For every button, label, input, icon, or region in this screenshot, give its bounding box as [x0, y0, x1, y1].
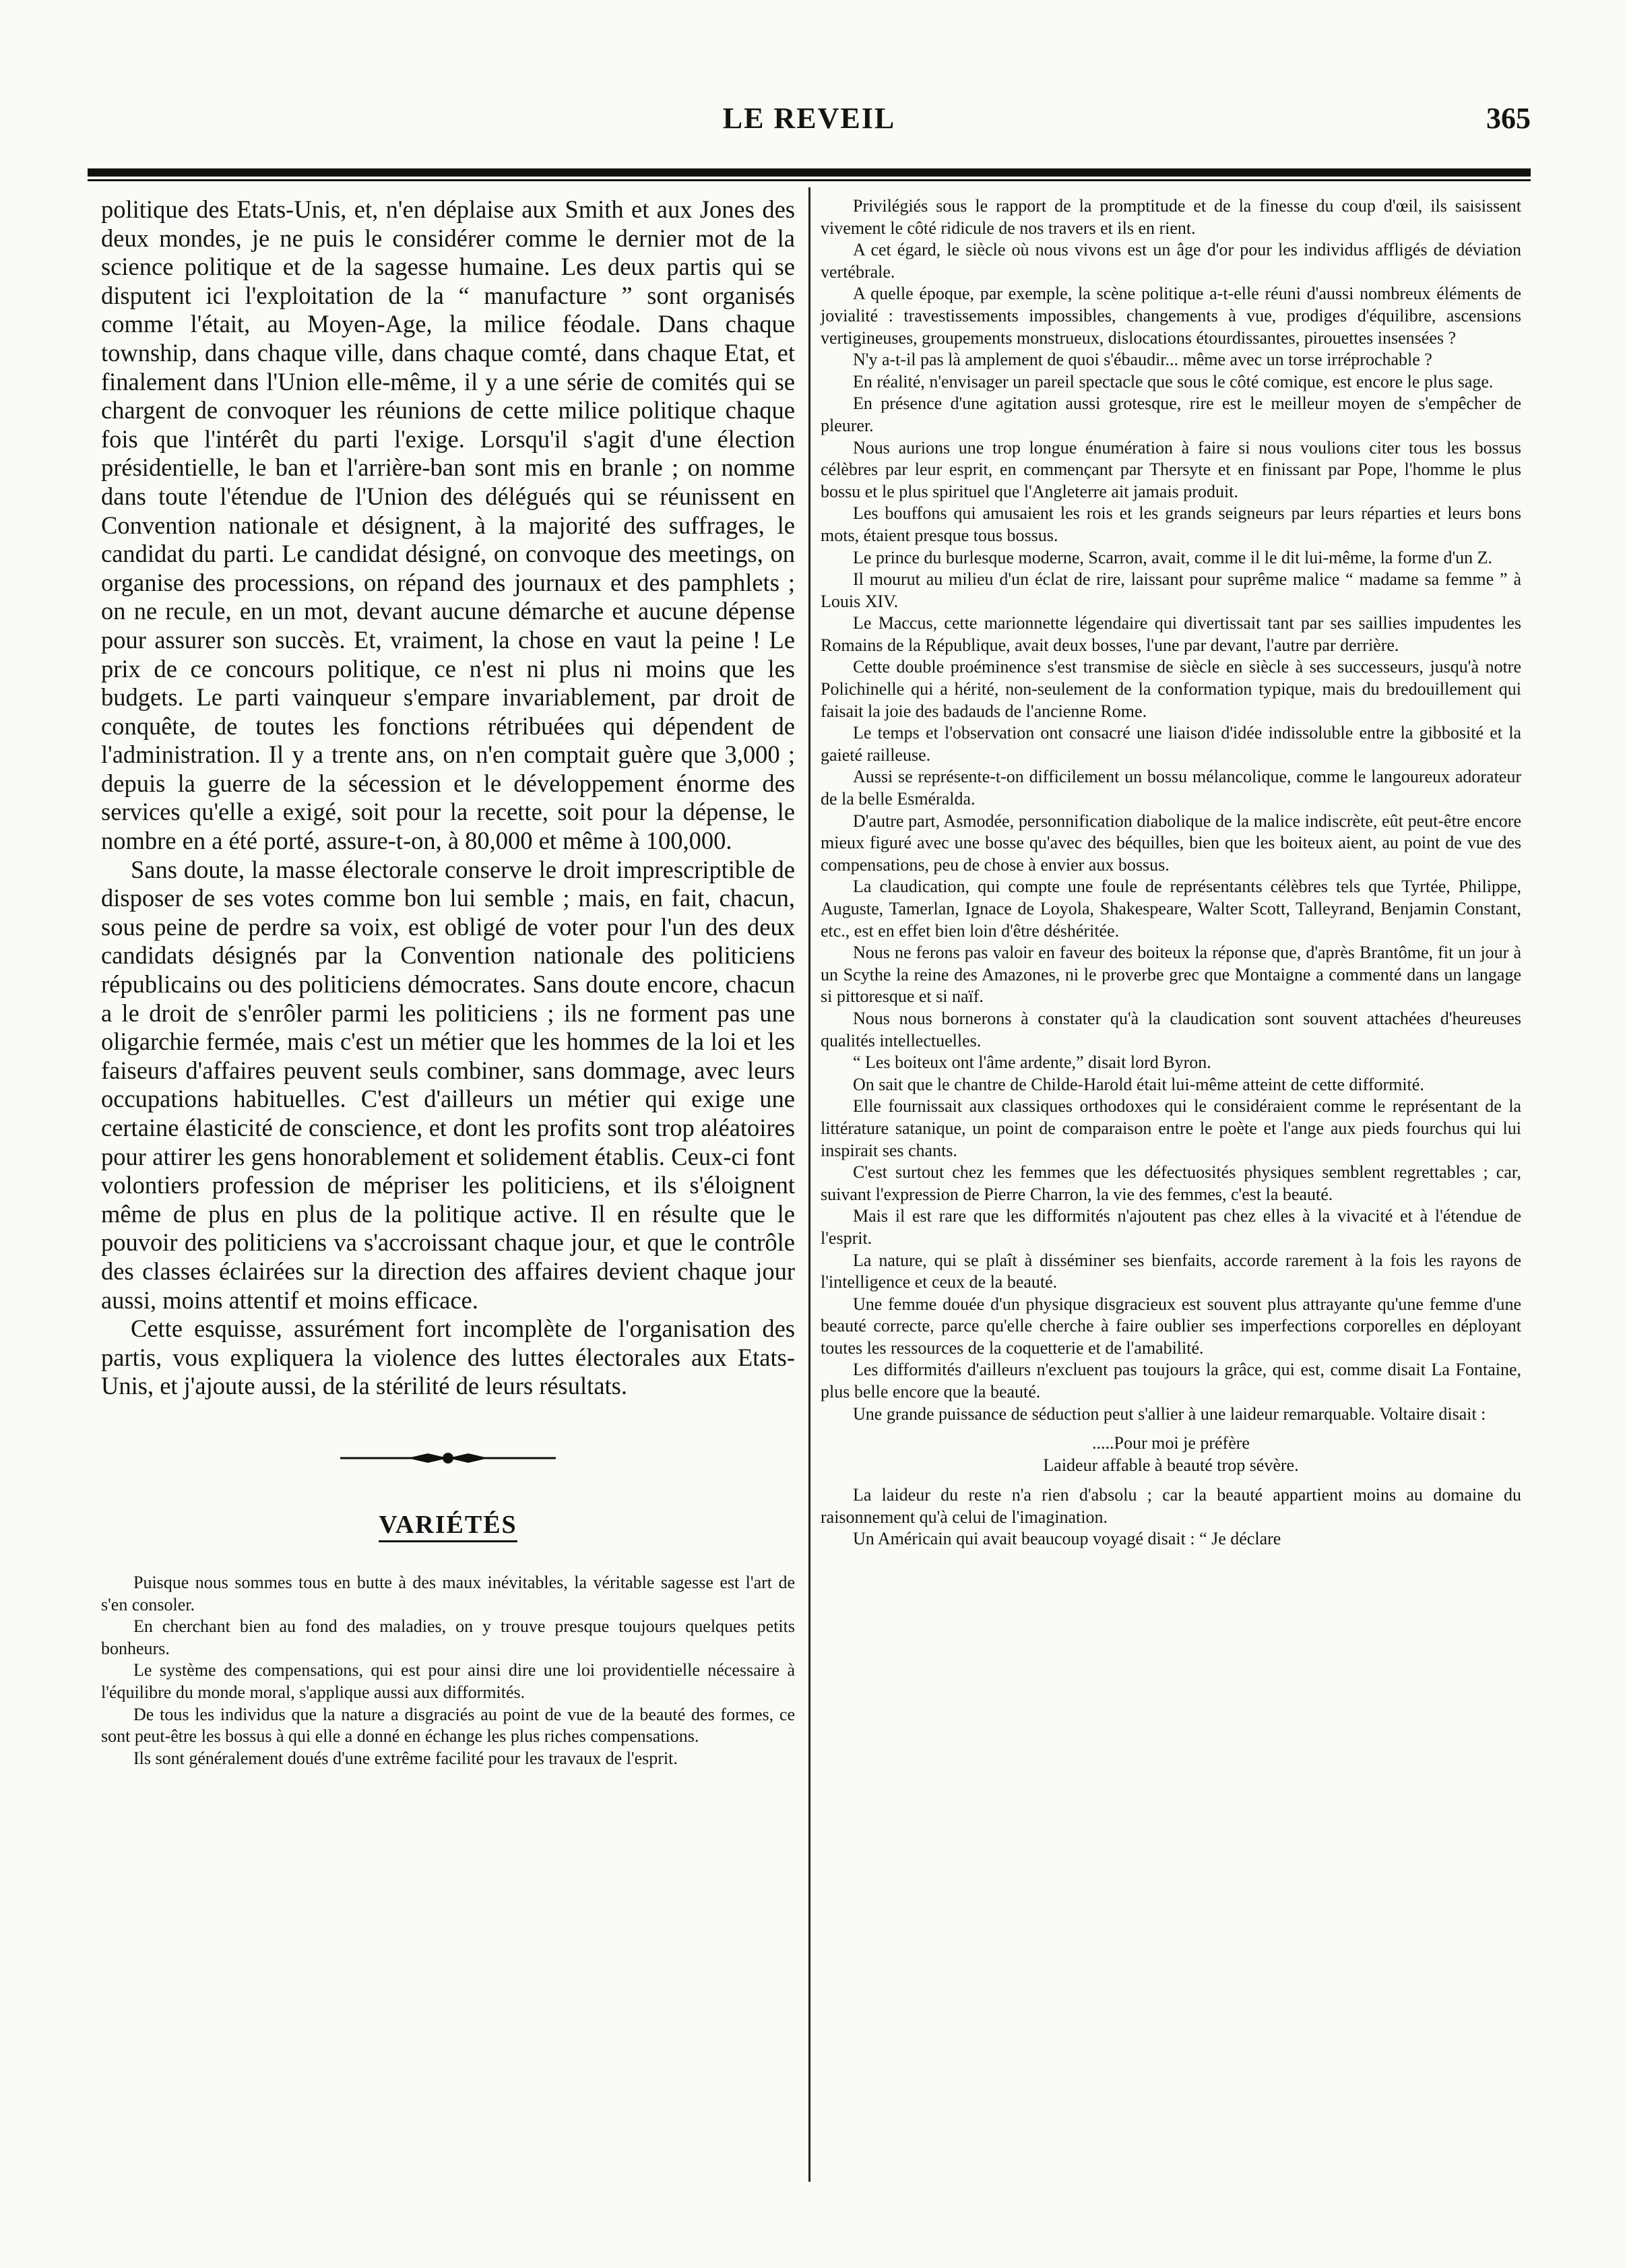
varietes-body [101, 1572, 795, 1769]
paragraph: Le système des compensations, qui est pour ainsi dire une loi providentielle nécessaire à l'équilibre du monde moral, s'applique aussi aux difformités. [101, 1660, 795, 1702]
verse-quote [821, 1432, 1521, 1476]
paragraph: La laideur du reste n'a rien d'absolu ; car la beauté appartient moins au domaine du raisonnement qu'à celui de l'imagination. [821, 1485, 1521, 1527]
verse-line: .....Pour moi je préfère [1092, 1433, 1250, 1453]
page-header [88, 101, 1531, 148]
paragraph: En cherchant bien au fond des maladies, on y trouve presque toujours quelques petits bonheurs. [101, 1616, 795, 1658]
paragraph: Un Américain qui avait beaucoup voyagé disait : “ Je déclare [853, 1529, 1281, 1549]
paragraph: Le prince du burlesque moderne, Scarron, avait, comme il le dit lui-même, la forme d'un Z. [853, 547, 1493, 567]
paragraph: C'est surtout chez les femmes que les défectuosités physiques semblent regrettables ; car, suivant l'expression de Pierre Charron, la vie des femmes, c'est la beauté. [821, 1162, 1521, 1204]
paragraph: D'autre part, Asmodée, personnification diabolique de la malice indiscrète, eût peut-être encore mieux figuré avec une bosse qu'avec des béquilles, bien que les boiteux aient, au point de vue des compensations, peu de chose à envier aux bossus. [821, 811, 1521, 875]
header-rule-thin [88, 179, 1531, 181]
right-column [821, 195, 1521, 1550]
paragraph: En réalité, n'envisager un pareil spectacle que sous le côté comique, est encore le plus sage. [853, 371, 1494, 391]
paragraph: Il mourut au milieu d'un éclat de rire, laissant pour suprême malice “ madame sa femme ” à Louis XIV. [821, 569, 1521, 611]
paragraph: Nous aurions une trop longue énumération à faire si nous voulions citer tous les bossus célèbres par leur esprit, en commençant par Thersyte et en finissant par Pope, l'homme le plus bossu et le plus spirituel que l'Angleterre ait jamais produit. [821, 437, 1521, 501]
paragraph: A cet égard, le siècle où nous vivons est un âge d'or pour les individus affligés de déviation vertébrale. [821, 240, 1521, 282]
verse-line: Laideur affable à beauté trop sévère. [1043, 1455, 1299, 1476]
paragraph: Aussi se représente-t-on difficilement un bossu mélancolique, comme le langoureux adorateur de la belle Esméralda. [821, 767, 1521, 809]
paragraph: politique des Etats-Unis, et, n'en déplaise aux Smith et aux Jones des deux mondes, je ne puis le considérer comme le dernier mot de la science politique et de la sagesse humaine. Les deux partis qui se disputent ici l'exploitation de la “ manufacture ” sont organisés comme l'était, au Moyen-Age, la milice féodale. Dans chaque township, dans chaque ville, dans chaque comté, dans chaque Etat, et finalement dans l'Union elle-même, il y a une série de comités qui se chargent de convoquer les réunions de cette milice politique chaque fois que l'intérêt du parti l'exige. Lorsqu'il s'agit d'une élection présidentielle, le ban et l'arrière-ban sont mis en branle ; on nomme dans toute l'étendue de l'Union des délégués qui se réunissent en Convention nationale et désignent, à la majorité des suffrages, le candidat du parti. Le candidat désigné, on convoque des meetings, on organise des processions, on répand des journaux et des pamphlets ; on ne recule, en un mot, devant aucune démarche et aucune dépense pour assurer son succès. Et, vraiment, la chose en vaut la peine ! Le prix de ce concours politique, ce n'est ni plus ni moins que les budgets. Le parti vainqueur s'empare invariablement, par droit de conquête, de toutes les fonctions rétribuées qui dépendent de l'administration. Il y a trente ans, on n'en comptait guère que 3,000 ; depuis la guerre de la sécession et le développement énorme des services qu'elle a exigé, soit pour la recette, soit pour la dépense, le nombre en a été porté, assure-t-on, à 80,000 et même à 100,000. [101, 195, 795, 855]
ornament-divider [340, 1448, 556, 1468]
paragraph: Les difformités d'ailleurs n'excluent pas toujours la grâce, qui est, comme disait La Fontaine, plus belle encore que la beauté. [821, 1360, 1521, 1402]
section-title [101, 1510, 795, 1540]
paragraph: N'y a-t-il pas là amplement de quoi s'ébaudir... même avec un torse irréprochable ? [853, 350, 1432, 370]
paragraph: Mais il est rare que les difformités n'ajoutent pas chez elles à la vivacité et à l'étendue de l'esprit. [821, 1206, 1521, 1248]
paragraph: Nous ne ferons pas valoir en faveur des boiteux la réponse que, d'après Brantôme, fit un jour à un Scythe la reine des Amazones, ni le proverbe grec que Montaigne a commenté dans un langage si pittoresque et si naïf. [821, 943, 1521, 1007]
paragraph: La claudication, qui compte une foule de représentants célèbres tels que Tyrtée, Philippe, Auguste, Tamerlan, Ignace de Loyola, Shakespeare, Walter Scott, Talleyrand, Benjamin Constant, etc., est en effet bien loin d'être déshéritée. [821, 877, 1521, 941]
paragraph: En présence d'une agitation aussi grotesque, rire est le meilleur moyen de s'empêcher de pleurer. [821, 393, 1521, 435]
left-column [101, 195, 795, 1769]
paragraph: Le Maccus, cette marionnette légendaire qui divertissait tant par ses saillies impudentes les Romains de la République, avait deux bosses, l'une par devant, l'autre par derrière. [821, 613, 1521, 655]
paragraph: Puisque nous sommes tous en butte à des maux inévitables, la véritable sagesse est l'art de s'en consoler. [101, 1572, 795, 1614]
paragraph: Privilégiés sous le rapport de la promptitude et de la finesse du coup d'œil, ils saisissent vivement le côté ridicule de nos travers et ils en rient. [821, 196, 1521, 238]
header-rule-thick [88, 168, 1531, 177]
paragraph: “ Les boiteux ont l'âme ardente,” disait lord Byron. [853, 1052, 1211, 1073]
paragraph: Elle fournissait aux classiques orthodoxes qui le considéraient comme le représentant de la littérature satanique, un point de comparaison entre le poète et l'ange aux pieds fourchus qui lui inspirait ses chants. [821, 1096, 1521, 1160]
paragraph: Cette esquisse, assurément fort incomplète de l'organisation des partis, vous expliquera la violence des luttes électorales aux Etats-Unis, et j'ajoute aussi, de la stérilité de leurs résultats. [101, 1315, 795, 1400]
paragraph: La nature, qui se plaît à disséminer ses bienfaits, accorde rarement à la fois les rayons de l'intelligence et ceux de la beauté. [821, 1250, 1521, 1292]
section-title-text: VARIÉTÉS [379, 1511, 517, 1542]
paragraph: A quelle époque, par exemple, la scène politique a-t-elle réuni d'aussi nombreux éléments de jovialité : travestissements impossibles, changements à vue, prodiges d'équilibre, ascensions vertigineuses, groupements monstrueux, dislocations étourdissantes, pirouettes insensées ? [821, 284, 1521, 348]
page-number: 365 [1486, 102, 1531, 135]
paragraph: Une femme douée d'un physique disgracieux est souvent plus attrayante qu'une femme d'une beauté correcte, parce qu'elle cherche à faire oublier ses imperfections corporelles en déployant toutes les ressources de la coquetterie et de l'amabilité. [821, 1294, 1521, 1358]
journal-title: LE REVEIL [722, 102, 896, 135]
column-divider [808, 187, 810, 2182]
paragraph: Le temps et l'observation ont consacré une liaison d'idée indissoluble entre la gibbosité et la gaieté railleuse. [821, 723, 1521, 765]
paragraph: Ils sont généralement doués d'une extrême facilité pour les travaux de l'esprit. [133, 1748, 678, 1768]
paragraph: Cette double proéminence s'est transmise de siècle en siècle à ses successeurs, jusqu'à notre Polichinelle qui a hérité, non-seulement de la conformation typique, mais du bredouillement qui faisait la joie des badauds de l'ancienne Rome. [821, 657, 1521, 721]
paragraph: On sait que le chantre de Childe-Harold était lui-même atteint de cette difformité. [853, 1074, 1424, 1094]
paragraph: Les bouffons qui amusaient les rois et les grands seigneurs par leurs réparties et leurs bons mots, étaient presque tous bossus. [821, 503, 1521, 545]
paragraph: De tous les individus que la nature a disgraciés au point de vue de la beauté des formes, ce sont peut-être les bossus à qui elle a donné en échange les plus riches compensations. [101, 1704, 795, 1746]
paragraph: Sans doute, la masse électorale conserve le droit imprescriptible de disposer de ses votes comme bon lui semble ; mais, en fait, chacun, sous peine de perdre sa voix, est obligé de voter pour l'un des deux candidats désignés par la Convention nationale des politiciens républicains ou des politiciens démocrates. Sans doute encore, chacun a le droit de s'enrôler parmi les politiciens ; ils ne forment pas une oligarchie fermée, mais c'est un métier que les hommes de la loi et les faiseurs d'affaires peuvent seuls combiner, sans dommage, avec leurs occupations habituelles. C'est d'ailleurs un métier qui exige une certaine élasticité de conscience, et dont les profits sont trop aléatoires pour attirer les gens honorablement et solidement établis. Ceux-ci font volontiers profession de mépriser les politiciens, et ils s'éloignent même de plus en plus de la politique active. Il en résulte que le pouvoir des politiciens va s'accroissant chaque jour, et que le contrôle des classes éclairées sur la direction des affaires devient chaque jour aussi, moins attentif et moins efficace. [101, 855, 795, 1314]
paragraph: Une grande puissance de séduction peut s'allier à une laideur remarquable. Voltaire disait : [853, 1404, 1486, 1424]
paragraph: Nous nous bornerons à constater qu'à la claudication sont souvent attachées d'heureuses qualités intellectuelles. [821, 1008, 1521, 1050]
article-body [101, 195, 795, 1401]
